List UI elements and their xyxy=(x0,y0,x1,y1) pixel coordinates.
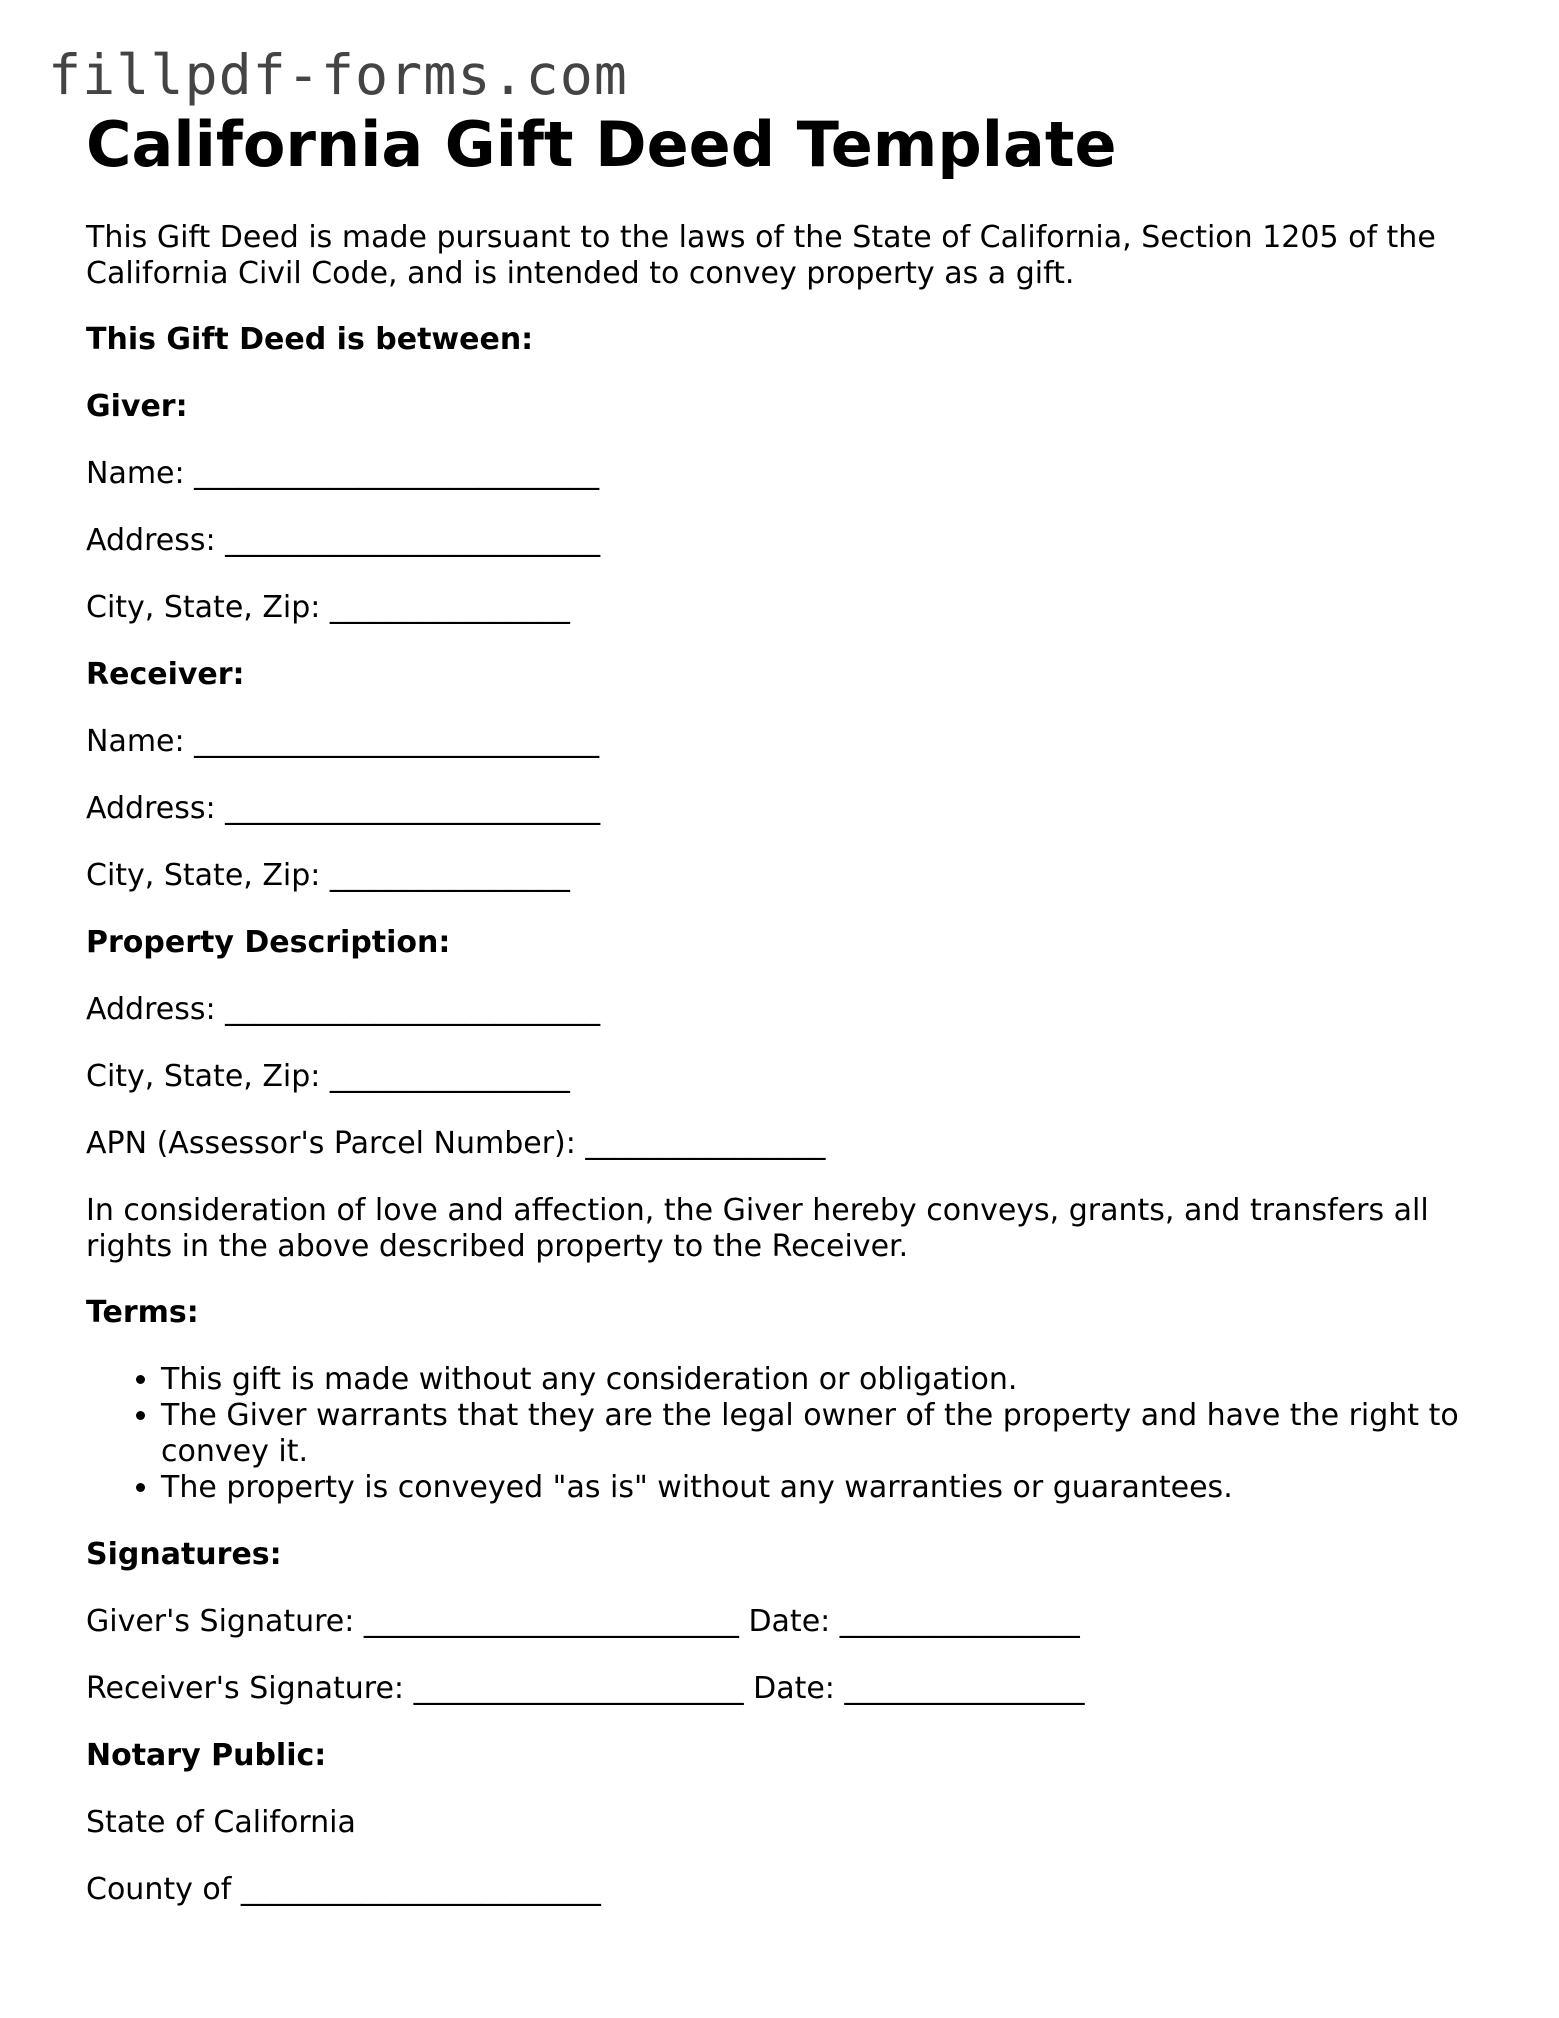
document-body xyxy=(86,108,1486,1939)
property-heading: Property Description: xyxy=(86,925,451,961)
watermark-logo: fillpdf-forms.com xyxy=(48,43,628,107)
giver-heading: Giver: xyxy=(86,389,188,425)
signatures-heading: Signatures: xyxy=(86,1537,282,1573)
terms-list xyxy=(86,1362,1486,1506)
terms-heading: Terms: xyxy=(86,1295,199,1331)
notary-county-field[interactable]: County of ________________________ xyxy=(86,1872,601,1908)
page-title: California Gift Deed Template xyxy=(86,108,1117,181)
receiver-name-field[interactable]: Name: ___________________________ xyxy=(86,724,600,760)
property-apn-field[interactable]: APN (Assessor's Parcel Number): ________________ xyxy=(86,1126,826,1162)
property-city-field[interactable]: City, State, Zip: ________________ xyxy=(86,1059,570,1095)
notary-heading: Notary Public: xyxy=(86,1738,327,1774)
consideration-paragraph: In consideration of love and affection, the Giver hereby conveys, grants, and transfers all rights in the above described property to the Receiver. xyxy=(86,1193,1429,1265)
list-item: • This gift is made without any consideration or obligation. xyxy=(161,1362,1486,1398)
notary-state: State of California xyxy=(86,1805,356,1841)
giver-city-field[interactable]: City, State, Zip: ________________ xyxy=(86,590,570,626)
giver-address-field[interactable]: Address: _________________________ xyxy=(86,523,601,559)
giver-name-field[interactable]: Name: ___________________________ xyxy=(86,456,600,492)
receiver-city-field[interactable]: City, State, Zip: ________________ xyxy=(86,858,570,894)
list-item: • The property is conveyed "as is" without any warranties or guarantees. xyxy=(161,1470,1486,1506)
intro-paragraph: This Gift Deed is made pursuant to the laws of the State of California, Section 1205 of the California Civil Code, and is intended to convey property as a gift. xyxy=(86,220,1436,292)
giver-signature-field[interactable]: Giver's Signature: _________________________ Date: ________________ xyxy=(86,1604,1080,1640)
receiver-address-field[interactable]: Address: _________________________ xyxy=(86,791,601,827)
property-address-field[interactable]: Address: _________________________ xyxy=(86,992,601,1028)
receiver-signature-field[interactable]: Receiver's Signature: ______________________ Date: ________________ xyxy=(86,1671,1085,1707)
list-item: • The Giver warrants that they are the legal owner of the property and have the right to convey it. xyxy=(161,1398,1486,1470)
between-heading: This Gift Deed is between: xyxy=(86,322,534,358)
receiver-heading: Receiver: xyxy=(86,657,245,693)
